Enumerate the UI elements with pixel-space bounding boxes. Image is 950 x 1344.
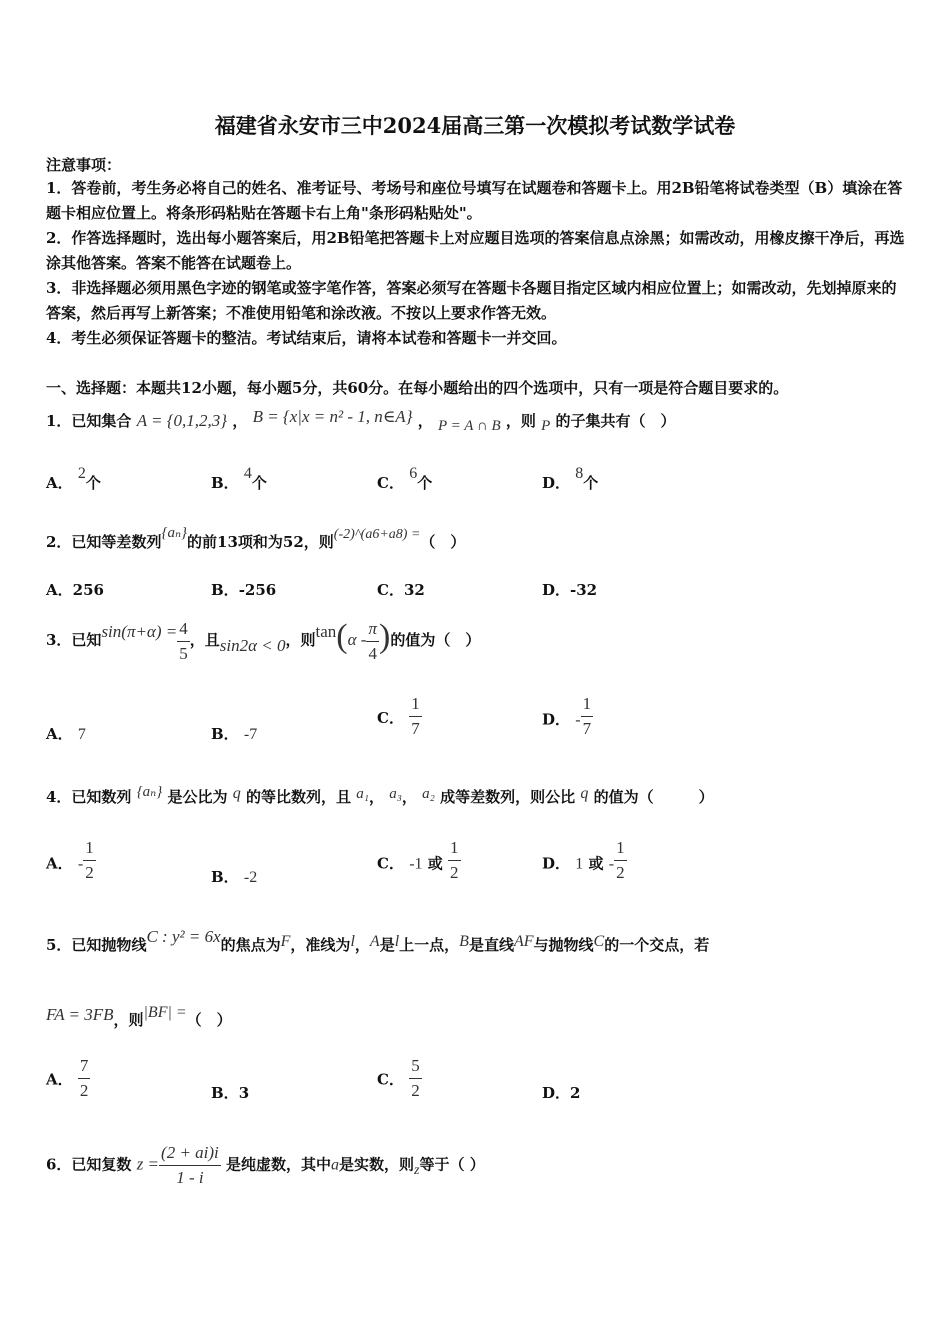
q3-alpha: α -: [347, 630, 367, 649]
fraction-numerator: 1: [614, 837, 627, 861]
option-label: D．: [542, 710, 571, 729]
q2-text: 2．已知等差数列: [46, 533, 162, 551]
option-label: A．: [46, 474, 73, 492]
q5-l: l: [394, 933, 400, 950]
q5-text: 是直线: [468, 936, 514, 954]
q4-comma: ，: [401, 788, 417, 806]
q1-set-p: P = A ∩ B: [437, 418, 501, 434]
option-unit: 个: [583, 474, 599, 492]
option-label: B．: [211, 474, 239, 492]
q3-text: ，且: [189, 631, 220, 649]
option-fraction: [581, 693, 594, 740]
q1-option-a[interactable]: [46, 465, 101, 493]
option-fraction: [409, 1055, 422, 1102]
fraction-denominator: 4: [368, 643, 377, 663]
option-value: 2: [570, 1084, 581, 1102]
q4-sequence: {aₙ}: [136, 784, 163, 800]
q4-q: q: [232, 785, 241, 802]
question-1: [46, 407, 676, 434]
option-value: 2: [77, 465, 86, 482]
q5-text: 上一点，: [399, 936, 460, 954]
fraction-numerator: π: [366, 618, 379, 642]
q2-option-b[interactable]: [211, 579, 276, 600]
option-label: A．: [46, 1070, 73, 1089]
option-value: -7: [243, 726, 258, 743]
q4-text: 的值为（ ）: [593, 788, 714, 806]
q4-text: 4．已知数列: [46, 788, 132, 806]
q3-text: 3．已知: [46, 631, 102, 649]
fraction-denominator: 2: [616, 863, 625, 882]
option-label: C．: [377, 474, 404, 492]
notice-item-2: 2．作答选择题时，选出每小题答案后，用2B铅笔把答题卡上对应题目选项的答案信息点涂黑；如需改动，用橡皮擦干净后，再选涂其他答案。答案不能答在试题卷上。: [46, 229, 905, 272]
notice-item-3: 3．非选择题必须用黑色字迹的钢笔或签字笔作答，答案必须写在答题卡各题目指定区域内相应位置上；如需改动，先划掉原来的答案，然后再写上新答案；不准使用铅笔和涂改液。不按以上要求作答无效。: [46, 279, 897, 322]
q6-text: 是纯虚数，其中: [226, 1155, 332, 1174]
q2-option-a[interactable]: [46, 579, 104, 600]
option-label: C．: [377, 581, 404, 599]
option-label: C．: [377, 708, 404, 727]
option-label: C．: [377, 1070, 404, 1089]
q3-option-c[interactable]: [377, 694, 422, 744]
q2-text: （ ）: [420, 533, 466, 551]
q4-text: 是公比为: [167, 788, 228, 806]
q5-text: 的一个交点，若: [604, 936, 710, 954]
option-value: 32: [403, 581, 425, 599]
q2-text: 的前13项和为52，则: [187, 533, 334, 551]
q5-bf: |BF| =: [143, 1004, 187, 1021]
option-sign: -: [77, 855, 84, 873]
right-paren: ): [378, 618, 391, 655]
q3-option-b[interactable]: [211, 723, 257, 744]
q6-text: 等于（ ）: [419, 1155, 485, 1174]
option-label: B．: [211, 581, 239, 599]
option-value: 6: [409, 465, 418, 482]
q5-text: 5．已知抛物线: [46, 936, 147, 954]
fraction-denominator: 7: [411, 719, 420, 738]
q4-comma: ，: [368, 788, 384, 806]
q5-option-b[interactable]: [211, 1082, 249, 1103]
q2-expression: (-2)^(a6+a8) =: [333, 527, 421, 542]
option-unit: 个: [85, 474, 101, 492]
fraction-numerator: 1: [581, 693, 594, 717]
q5-option-a[interactable]: [46, 1057, 90, 1104]
q3-fraction: [177, 618, 190, 665]
fraction-numerator: 4: [177, 618, 190, 642]
option-label: C．: [377, 854, 404, 873]
q1-text: 1．已知集合: [46, 412, 132, 430]
q1-text: ，则: [505, 412, 536, 430]
q5-text: 与抛物线: [533, 936, 594, 954]
option-value: 3: [238, 1084, 250, 1102]
option-or: 或: [588, 854, 604, 873]
q4-text: 成等差数列，则公比: [440, 788, 576, 806]
fraction-numerator: 1: [83, 837, 96, 861]
q4-a3: a₃: [389, 786, 402, 802]
option-value: -32: [570, 581, 598, 599]
q5-option-c[interactable]: [377, 1057, 422, 1104]
question-4: [46, 786, 714, 807]
fraction-denominator: 1 - i: [176, 1168, 204, 1187]
option-value: 256: [72, 581, 104, 599]
q6-text: 6．已知复数: [46, 1155, 132, 1174]
option-unit: 个: [417, 474, 433, 492]
option-fraction: [78, 1055, 91, 1102]
left-paren: (: [336, 618, 348, 655]
q5-text: 是: [379, 936, 395, 954]
q5-f: F: [280, 933, 291, 950]
option-fraction: [448, 837, 461, 884]
fraction-numerator: 7: [78, 1055, 91, 1079]
q5-text: ，则: [113, 1011, 144, 1029]
q6-fraction: [159, 1142, 221, 1189]
fraction-denominator: 7: [582, 719, 592, 738]
q1-p: P: [541, 418, 551, 434]
q1-option-c[interactable]: [377, 465, 433, 493]
q1-option-b[interactable]: [211, 465, 267, 493]
q1-set-a: A = {0,1,2,3}: [136, 411, 228, 430]
option-label: B．: [211, 868, 239, 886]
q5-text: 的焦点为: [220, 936, 281, 954]
option-sign: -: [608, 855, 615, 873]
question-5-line-2: [46, 1004, 232, 1030]
page-title: 福建省永安市三中2024届高三第一次模拟考试数学试卷: [214, 113, 736, 138]
option-fraction: [409, 693, 422, 740]
q1-set-b: B = {x|x = n² - 1, n∈A}: [252, 407, 413, 426]
q5-a: A: [369, 933, 380, 950]
option-fraction: [614, 837, 627, 884]
option-value: -256: [238, 581, 277, 599]
section-header: 一、选择题：本题共12小题，每小题5分，共60分。在每小题给出的四个选项中，只有一项是符合题目要求的。: [46, 379, 789, 397]
q6-z: z: [414, 1162, 420, 1178]
option-label: A．: [46, 854, 73, 873]
q4-text: 的等比数列，且: [245, 788, 351, 806]
fraction-denominator: 2: [411, 1081, 420, 1100]
option-sign: -: [575, 711, 581, 729]
q3-text: 的值为（ ）: [390, 631, 481, 649]
q5-text: ，: [354, 936, 370, 954]
q2-sequence: {aₙ}: [161, 525, 188, 541]
option-label: D．: [542, 474, 571, 492]
q6-z: z =: [136, 1154, 160, 1174]
fraction-denominator: 5: [179, 643, 188, 663]
q2-option-d[interactable]: [542, 579, 597, 600]
option-value: -2: [243, 869, 258, 886]
q4-option-b[interactable]: [211, 866, 257, 887]
q4-a1: a₁: [356, 786, 369, 802]
notice-item-1: 1．答卷前，考生务必将自己的姓名、准考证号、考场号和座位号填写在试题卷和答题卡上。用2B铅笔将试卷类型（B）填涂在答题卡相应位置上。将条形码粘贴在答题卡右上角"条形码粘贴处"。: [46, 179, 903, 222]
fraction-denominator: 2: [79, 1081, 89, 1100]
q3-tan: tan: [315, 622, 337, 641]
q1-comma: ，: [417, 412, 433, 430]
option-value: 7: [77, 726, 86, 743]
option-value: 8: [575, 465, 584, 482]
fraction-denominator: 2: [85, 863, 94, 882]
option-fraction: [83, 837, 96, 884]
q5-option-d[interactable]: [542, 1082, 580, 1103]
option-label: D．: [542, 581, 571, 599]
fraction-numerator: 5: [409, 1055, 422, 1079]
q4-option-a[interactable]: [46, 838, 96, 888]
option-label: B．: [211, 1084, 239, 1102]
q5-af: AF: [513, 933, 534, 950]
question-2: [46, 525, 466, 552]
notice-item-4: 4．考生必须保证答题卡的整洁。考试结束后，请将本试卷和答题卡一并交回。: [46, 329, 567, 347]
fraction-numerator: 1: [448, 837, 461, 861]
q3-condition: sin2α < 0: [219, 636, 286, 655]
q3-lhs: sin(π+α) =: [101, 622, 178, 641]
q5-curve: C : y² = 6x: [146, 927, 221, 946]
q5-b: B: [459, 933, 469, 950]
q3-option-d[interactable]: [542, 694, 593, 744]
q2-option-c[interactable]: [377, 579, 425, 600]
option-value: -1: [409, 855, 423, 873]
q5-condition: FA = 3FB: [46, 1005, 114, 1024]
q6-text: 是实数，则: [339, 1155, 415, 1174]
option-label: D．: [542, 1084, 571, 1102]
option-value: 4: [243, 465, 252, 482]
question-6: [46, 1142, 485, 1189]
q6-a: a: [331, 1156, 340, 1174]
fraction-denominator: 2: [450, 863, 459, 882]
fraction-numerator: (2 + ai)i: [159, 1142, 221, 1166]
q4-a2: a₂: [422, 786, 435, 802]
question-5: [46, 927, 710, 955]
question-3: [46, 616, 480, 665]
q5-text: ，准线为: [290, 936, 351, 954]
q5-c: C: [593, 933, 605, 950]
q3-option-a[interactable]: [46, 723, 86, 744]
q4-q: q: [580, 785, 589, 802]
option-label: D．: [542, 854, 571, 873]
q4-option-c[interactable]: [377, 838, 461, 888]
q3-pi-fraction: [366, 618, 379, 665]
option-value: 1: [575, 855, 584, 873]
option-label: B．: [211, 725, 239, 743]
q5-text: （ ）: [186, 1011, 232, 1029]
q4-option-d[interactable]: [542, 838, 627, 888]
option-label: A．: [46, 581, 73, 599]
notice-heading: 注意事项：: [46, 156, 122, 174]
option-or: 或: [427, 854, 443, 873]
option-unit: 个: [251, 474, 267, 492]
option-label: A．: [46, 725, 73, 743]
fraction-numerator: 1: [409, 693, 422, 717]
q1-comma: ，: [232, 412, 248, 430]
q1-text: 的子集共有（ ）: [555, 412, 676, 430]
q5-l: l: [350, 933, 355, 950]
q1-option-d[interactable]: [542, 465, 599, 493]
q3-text: ，则: [285, 631, 316, 649]
